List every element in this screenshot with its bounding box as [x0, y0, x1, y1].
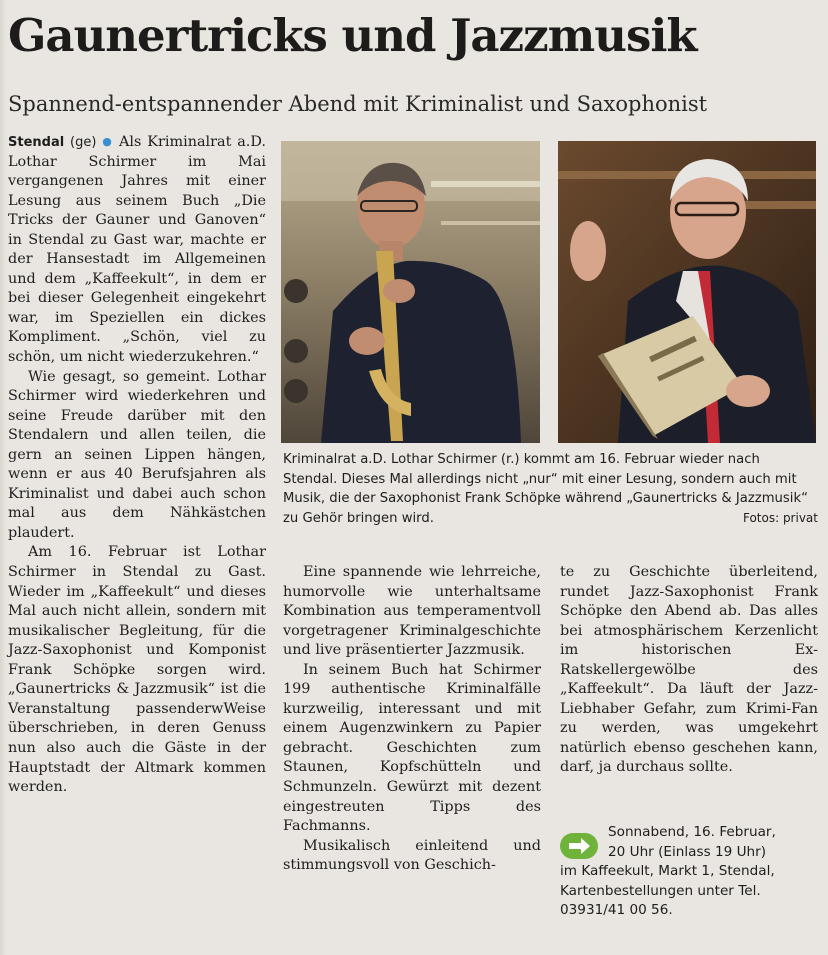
bullet-dot-icon: ●: [102, 135, 114, 148]
paragraph-5: In seinem Buch hat Schirmer 199 authentische Kriminalfälle kurzweilig, interessant und mit einem Augenzwinkern zu Papier gebracht. Geschichten zum Staunen, Kopfschütteln und Schmunzeln. Gewürzt mit dezent eingestreuten Tipps des Fachmanns.: [283, 661, 541, 835]
event-date: Sonnabend, 16. Februar,: [608, 824, 776, 840]
column-2: [283, 563, 541, 876]
photo-credit: Fotos: privat: [742, 510, 818, 525]
event-venue: im Kaffeekult, Markt 1, Stendal,: [560, 863, 775, 880]
column-1: [8, 132, 266, 798]
paragraph-4: Eine spannende wie lehrreiche, humorvolle wie unterhaltsame Kombination aus temperamentvoll vorgetragener Kriminalgeschichte und live präsentierter Jazzmusik.: [283, 564, 541, 659]
column-3: [560, 563, 818, 778]
photo-caption: [283, 450, 818, 528]
saxophonist-illustration: [281, 141, 540, 443]
paragraph-2: Wie gesagt, so gemeint. Lothar Schirmer wird wiederkehren und seine Freude darüber mit den Stendalern und allen teilen, die gern an seinen Lippen hängen, wenn er aus 40 Berufsjahren als Kriminalist und dabei auch schon mal aus dem Nähkästchen plaudert.: [8, 368, 266, 541]
caption-text: Kriminalrat a.D. Lothar Schirmer (r.) kommt am 16. Februar wieder nach Stendal. Dieses Mal allerdings nicht „nur“ mit einer Lesung, sondern auch mit Musik, die der Saxophonist Frank Schöpke während „Gaunertricks & Jazzmusik“ zu Gehör bringen wird.: [283, 452, 808, 526]
subheadline: Spannend-entspannender Abend mit Kriminalist und Saxophonist: [8, 92, 708, 116]
paragraph-7: te zu Geschichte überleitend, rundet Jazz-Saxophonist Frank Schöpke den Abend ab. Das alles bei atmosphärischem Kerzenlicht im historischen Ex-Ratskellergewölbe des „Kaffeekult“. Da läuft der Jazz-Liebhaber Gefahr, zum Krimi-Fan zu werden, was umgekehrt natürlich ebenso geschehen kann, darf, ja durchaus sollte.: [560, 564, 818, 776]
dateline-author: (ge): [70, 135, 97, 150]
event-time: 20 Uhr (Einlass 19 Uhr): [608, 843, 767, 860]
event-phone: 03931/41 00 56.: [560, 902, 673, 919]
event-tickets: Kartenbestellungen unter Tel.: [560, 882, 761, 899]
paragraph-1-text: Als Kriminalrat a.D. Lothar Schirmer im Mai vergangenen Jahres mit einer Lesung aus seinem Buch „Die Tricks der Gauner und Ganoven“ in Stendal zu Gast war, machte er der Hansestadt im Allgemeinen und dem „Kaffeekult“, in dem er bei dieser Gelegenheit eingekehrt war, im Speziellen ein dickes Kompliment. „Schön, viel zu schön, um nicht wiederzukehren.“: [8, 134, 266, 366]
page-edge: [0, 0, 6, 955]
paragraph-6: Musikalisch einleitend und stimmungsvoll von Geschich-: [283, 837, 541, 874]
event-info: [560, 823, 822, 921]
criminalist-illustration: [558, 141, 816, 443]
paragraph-3: Am 16. Februar ist Lothar Schirmer in Stendal zu Gast. Wieder im „Kaffeekult“ und dieses Mal auch nicht allein, sondern mit musikalischer Begleitung, für die Jazz-Saxophonist und Komponist Frank Schöpke sorgen wird. „Gaunertricks & Jazzmusik“ ist die Veranstaltung passenderwWeise überschrieben, in deren Genuss nun also auch die Gäste in der Hauptstadt der Altmark kommen werden.: [8, 544, 266, 796]
photo-saxophonist: [281, 141, 540, 443]
dateline-place: Stendal: [8, 135, 65, 150]
photo-criminalist: [558, 141, 816, 443]
headline: Gaunertricks und Jazzmusik: [8, 9, 697, 62]
paragraph-1: [8, 132, 266, 368]
